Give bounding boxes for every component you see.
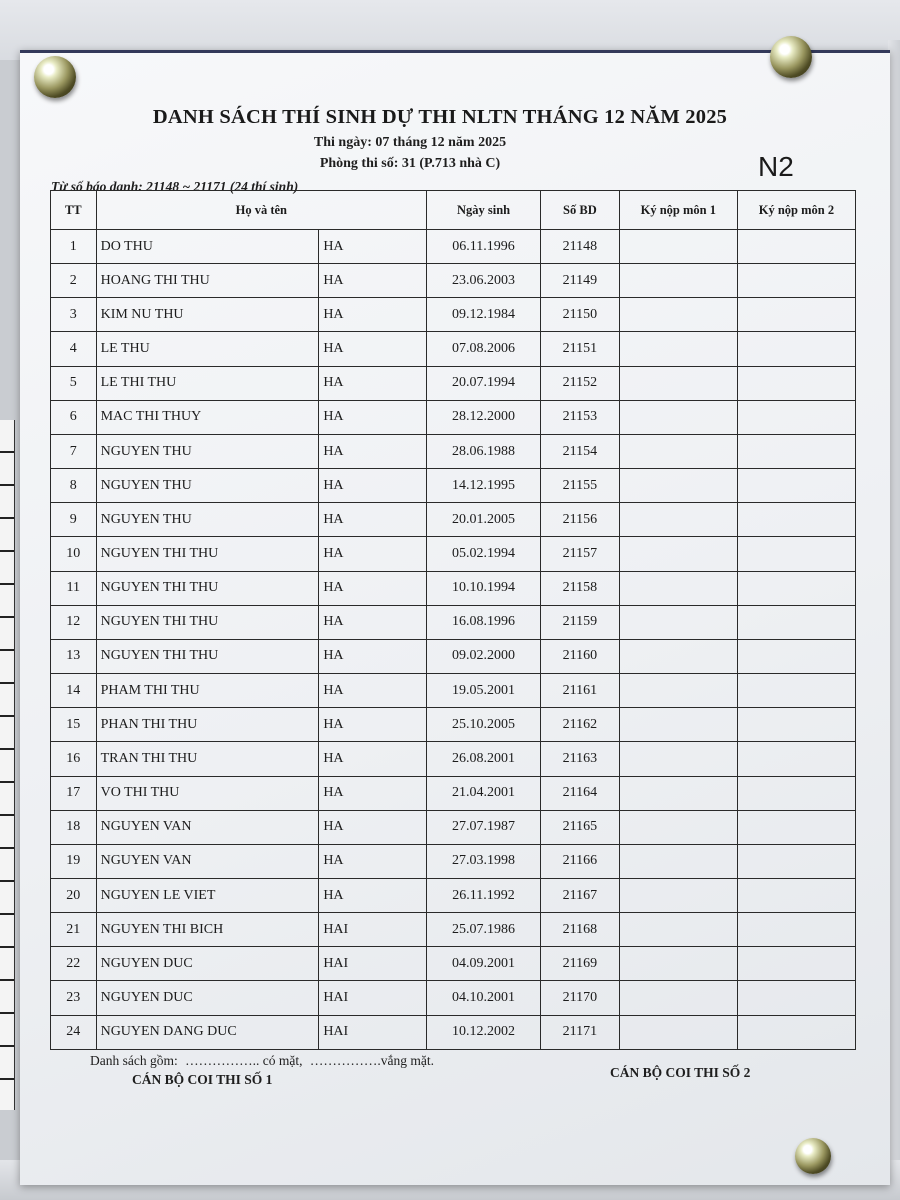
candidate-surname: PHAN THI THU	[96, 708, 319, 742]
candidate-number: 21163	[541, 742, 620, 776]
row-number: 1	[51, 230, 97, 264]
row-number: 22	[51, 947, 97, 981]
header-name: Họ và tên	[96, 191, 426, 230]
candidate-given-name: HAI	[319, 1015, 427, 1049]
signature-cell-subject-1	[619, 981, 737, 1015]
candidate-dob: 28.06.1988	[427, 434, 541, 468]
candidate-number: 21153	[541, 400, 620, 434]
row-number: 5	[51, 366, 97, 400]
row-number: 23	[51, 981, 97, 1015]
signature-cell-subject-2	[737, 298, 855, 332]
signature-cell-subject-2	[737, 571, 855, 605]
candidate-dob: 10.10.1994	[427, 571, 541, 605]
row-number: 9	[51, 503, 97, 537]
candidate-surname: NGUYEN THU	[96, 434, 319, 468]
candidate-number: 21160	[541, 639, 620, 673]
summary-line	[90, 1053, 438, 1069]
candidate-dob: 27.03.1998	[427, 844, 541, 878]
signature-cell-subject-2	[737, 434, 855, 468]
candidate-dob: 14.12.1995	[427, 469, 541, 503]
candidate-number: 21164	[541, 776, 620, 810]
signature-cell-subject-2	[737, 913, 855, 947]
row-number: 21	[51, 913, 97, 947]
candidate-surname: DO THU	[96, 230, 319, 264]
signature-cell-subject-2	[737, 878, 855, 912]
table-row	[51, 742, 856, 776]
row-number: 19	[51, 844, 97, 878]
pushpin-icon	[795, 1138, 831, 1174]
document-title: DANH SÁCH THÍ SINH DỰ THI NLTN THÁNG 12 NĂM 2025	[152, 106, 728, 128]
signature-cell-subject-1	[619, 913, 737, 947]
table-row	[51, 639, 856, 673]
signature-cell-subject-1	[619, 469, 737, 503]
candidate-number-range: Từ số báo danh: 21148 ~ 21171 (24 thí sinh)	[51, 179, 299, 194]
table-row	[51, 230, 856, 264]
present-count-blank: …………….. có mặt,	[185, 1053, 303, 1068]
candidate-dob: 20.01.2005	[427, 503, 541, 537]
signature-cell-subject-2	[737, 332, 855, 366]
row-number: 15	[51, 708, 97, 742]
row-number: 14	[51, 674, 97, 708]
proctor-2-signature-label: CÁN BỘ COI THI SỐ 2	[610, 1065, 751, 1080]
signature-cell-subject-1	[619, 1015, 737, 1049]
candidate-dob: 04.09.2001	[427, 947, 541, 981]
signature-cell-subject-1	[619, 571, 737, 605]
candidate-number: 21148	[541, 230, 620, 264]
candidate-number: 21168	[541, 913, 620, 947]
candidate-surname: NGUYEN THI THU	[96, 537, 319, 571]
table-row	[51, 537, 856, 571]
candidate-number: 21165	[541, 810, 620, 844]
candidate-dob: 21.04.2001	[427, 776, 541, 810]
signature-cell-subject-2	[737, 708, 855, 742]
signature-cell-subject-1	[619, 434, 737, 468]
paper-top-edge	[20, 50, 890, 53]
candidate-dob: 26.08.2001	[427, 742, 541, 776]
candidate-dob: 09.02.2000	[427, 639, 541, 673]
candidate-dob: 20.07.1994	[427, 366, 541, 400]
candidate-surname: HOANG THI THU	[96, 264, 319, 298]
signature-cell-subject-1	[619, 605, 737, 639]
header-sign-subject-1: Ký nộp môn 1	[619, 191, 737, 230]
candidate-surname: MAC THI THUY	[96, 400, 319, 434]
exam-date: Thi ngày: 07 tháng 12 năm 2025	[313, 135, 507, 150]
candidate-given-name: HA	[319, 639, 427, 673]
table-row	[51, 878, 856, 912]
candidate-number: 21159	[541, 605, 620, 639]
candidate-number: 21155	[541, 469, 620, 503]
row-number: 8	[51, 469, 97, 503]
table-row	[51, 366, 856, 400]
candidate-given-name: HA	[319, 878, 427, 912]
row-number: 13	[51, 639, 97, 673]
candidate-given-name: HA	[319, 605, 427, 639]
signature-cell-subject-1	[619, 503, 737, 537]
signature-cell-subject-2	[737, 947, 855, 981]
row-number: 24	[51, 1015, 97, 1049]
table-row	[51, 298, 856, 332]
table-row	[51, 332, 856, 366]
candidate-surname: NGUYEN THI THU	[96, 639, 319, 673]
candidate-given-name: HA	[319, 298, 427, 332]
table-row	[51, 571, 856, 605]
candidate-surname: PHAM THI THU	[96, 674, 319, 708]
candidate-dob: 25.10.2005	[427, 708, 541, 742]
signature-cell-subject-1	[619, 708, 737, 742]
signature-cell-subject-1	[619, 674, 737, 708]
candidate-number: 21167	[541, 878, 620, 912]
candidate-surname: LE THU	[96, 332, 319, 366]
header-tt: TT	[51, 191, 97, 230]
candidate-given-name: HAI	[319, 981, 427, 1015]
candidate-given-name: HA	[319, 503, 427, 537]
signature-cell-subject-2	[737, 230, 855, 264]
candidate-surname: NGUYEN THI BICH	[96, 913, 319, 947]
row-number: 7	[51, 434, 97, 468]
candidate-number: 21162	[541, 708, 620, 742]
row-number: 3	[51, 298, 97, 332]
candidate-surname: NGUYEN THU	[96, 503, 319, 537]
exam-room: Phòng thi số: 31 (P.713 nhà C)	[319, 156, 501, 171]
table-row	[51, 913, 856, 947]
header-dob: Ngày sinh	[427, 191, 541, 230]
candidate-number: 21158	[541, 571, 620, 605]
candidate-dob: 04.10.2001	[427, 981, 541, 1015]
candidate-number: 21156	[541, 503, 620, 537]
table-row	[51, 810, 856, 844]
signature-cell-subject-1	[619, 400, 737, 434]
row-number: 18	[51, 810, 97, 844]
row-number: 17	[51, 776, 97, 810]
candidate-dob: 10.12.2002	[427, 1015, 541, 1049]
candidate-dob: 16.08.1996	[427, 605, 541, 639]
signature-cell-subject-1	[619, 844, 737, 878]
signature-cell-subject-2	[737, 605, 855, 639]
signature-cell-subject-2	[737, 1015, 855, 1049]
candidate-surname: NGUYEN LE VIET	[96, 878, 319, 912]
signature-cell-subject-1	[619, 366, 737, 400]
candidate-number: 21171	[541, 1015, 620, 1049]
candidate-given-name: HA	[319, 400, 427, 434]
candidate-number: 21169	[541, 947, 620, 981]
candidate-dob: 19.05.2001	[427, 674, 541, 708]
table-row	[51, 674, 856, 708]
candidate-number: 21154	[541, 434, 620, 468]
candidate-dob: 09.12.1984	[427, 298, 541, 332]
table-row	[51, 1015, 856, 1049]
candidate-surname: VO THI THU	[96, 776, 319, 810]
pushpin-icon	[34, 56, 76, 98]
row-number: 4	[51, 332, 97, 366]
candidate-number: 21166	[541, 844, 620, 878]
candidate-surname: NGUYEN DANG DUC	[96, 1015, 319, 1049]
signature-cell-subject-1	[619, 776, 737, 810]
row-number: 10	[51, 537, 97, 571]
candidate-given-name: HA	[319, 469, 427, 503]
candidate-dob: 28.12.2000	[427, 400, 541, 434]
table-row	[51, 844, 856, 878]
candidate-given-name: HA	[319, 366, 427, 400]
candidate-number: 21151	[541, 332, 620, 366]
signature-cell-subject-1	[619, 810, 737, 844]
table-row	[51, 947, 856, 981]
candidate-given-name: HA	[319, 810, 427, 844]
row-number: 11	[51, 571, 97, 605]
candidate-number: 21157	[541, 537, 620, 571]
candidate-given-name: HA	[319, 776, 427, 810]
candidate-surname: NGUYEN VAN	[96, 810, 319, 844]
candidate-dob: 27.07.1987	[427, 810, 541, 844]
row-number: 16	[51, 742, 97, 776]
proctor-1-signature-label: CÁN BỘ COI THI SỐ 1	[132, 1072, 273, 1087]
signature-cell-subject-2	[737, 469, 855, 503]
header-sign-subject-2: Ký nộp môn 2	[737, 191, 855, 230]
signature-cell-subject-1	[619, 537, 737, 571]
candidate-given-name: HA	[319, 708, 427, 742]
candidate-given-name: HAI	[319, 947, 427, 981]
candidate-surname: TRAN THI THU	[96, 742, 319, 776]
candidate-given-name: HA	[319, 537, 427, 571]
signature-cell-subject-1	[619, 878, 737, 912]
candidate-given-name: HA	[319, 844, 427, 878]
signature-cell-subject-2	[737, 981, 855, 1015]
table-row	[51, 264, 856, 298]
candidate-given-name: HA	[319, 571, 427, 605]
table-row	[51, 776, 856, 810]
table-row	[51, 469, 856, 503]
table-row	[51, 981, 856, 1015]
candidate-given-name: HA	[319, 434, 427, 468]
candidate-number: 21150	[541, 298, 620, 332]
candidate-number: 21149	[541, 264, 620, 298]
table-row	[51, 605, 856, 639]
candidate-given-name: HA	[319, 230, 427, 264]
candidate-given-name: HA	[319, 264, 427, 298]
signature-cell-subject-2	[737, 776, 855, 810]
signature-cell-subject-2	[737, 810, 855, 844]
table-row	[51, 503, 856, 537]
table-row	[51, 400, 856, 434]
candidate-table	[50, 190, 856, 1050]
signature-cell-subject-2	[737, 503, 855, 537]
candidate-number: 21161	[541, 674, 620, 708]
signature-cell-subject-2	[737, 400, 855, 434]
candidate-surname: NGUYEN DUC	[96, 981, 319, 1015]
pushpin-icon	[770, 36, 812, 78]
candidate-number: 21170	[541, 981, 620, 1015]
candidate-dob: 06.11.1996	[427, 230, 541, 264]
table-body	[51, 230, 856, 1050]
candidate-surname: NGUYEN DUC	[96, 947, 319, 981]
room-code: N2	[758, 151, 794, 182]
signature-cell-subject-2	[737, 674, 855, 708]
candidate-number: 21152	[541, 366, 620, 400]
signature-cell-subject-1	[619, 230, 737, 264]
candidate-dob: 26.11.1992	[427, 878, 541, 912]
candidate-dob: 05.02.1994	[427, 537, 541, 571]
candidate-surname: KIM NU THU	[96, 298, 319, 332]
background-sheet-left-edge	[0, 420, 15, 1110]
candidate-surname: LE THI THU	[96, 366, 319, 400]
candidate-dob: 07.08.2006	[427, 332, 541, 366]
row-number: 20	[51, 878, 97, 912]
row-number: 2	[51, 264, 97, 298]
header-sbd: Số BD	[541, 191, 620, 230]
table-header-row	[51, 191, 856, 230]
signature-cell-subject-1	[619, 947, 737, 981]
signature-cell-subject-2	[737, 366, 855, 400]
candidate-surname: NGUYEN THI THU	[96, 571, 319, 605]
table-row	[51, 708, 856, 742]
absent-count-blank: …………….vắng mặt.	[309, 1053, 434, 1068]
signature-cell-subject-2	[737, 537, 855, 571]
candidate-surname: NGUYEN THU	[96, 469, 319, 503]
candidate-dob: 23.06.2003	[427, 264, 541, 298]
summary-prefix: Danh sách gồm:	[90, 1053, 178, 1068]
signature-cell-subject-1	[619, 332, 737, 366]
table-row	[51, 434, 856, 468]
signature-cell-subject-2	[737, 742, 855, 776]
signature-cell-subject-2	[737, 639, 855, 673]
candidate-given-name: HA	[319, 674, 427, 708]
candidate-given-name: HA	[319, 742, 427, 776]
signature-cell-subject-1	[619, 264, 737, 298]
signature-cell-subject-1	[619, 742, 737, 776]
row-number: 6	[51, 400, 97, 434]
candidate-surname: NGUYEN VAN	[96, 844, 319, 878]
row-number: 12	[51, 605, 97, 639]
signature-cell-subject-1	[619, 639, 737, 673]
candidate-dob: 25.07.1986	[427, 913, 541, 947]
candidate-given-name: HAI	[319, 913, 427, 947]
signature-cell-subject-2	[737, 844, 855, 878]
candidate-given-name: HA	[319, 332, 427, 366]
signature-cell-subject-1	[619, 298, 737, 332]
signature-cell-subject-2	[737, 264, 855, 298]
candidate-surname: NGUYEN THI THU	[96, 605, 319, 639]
